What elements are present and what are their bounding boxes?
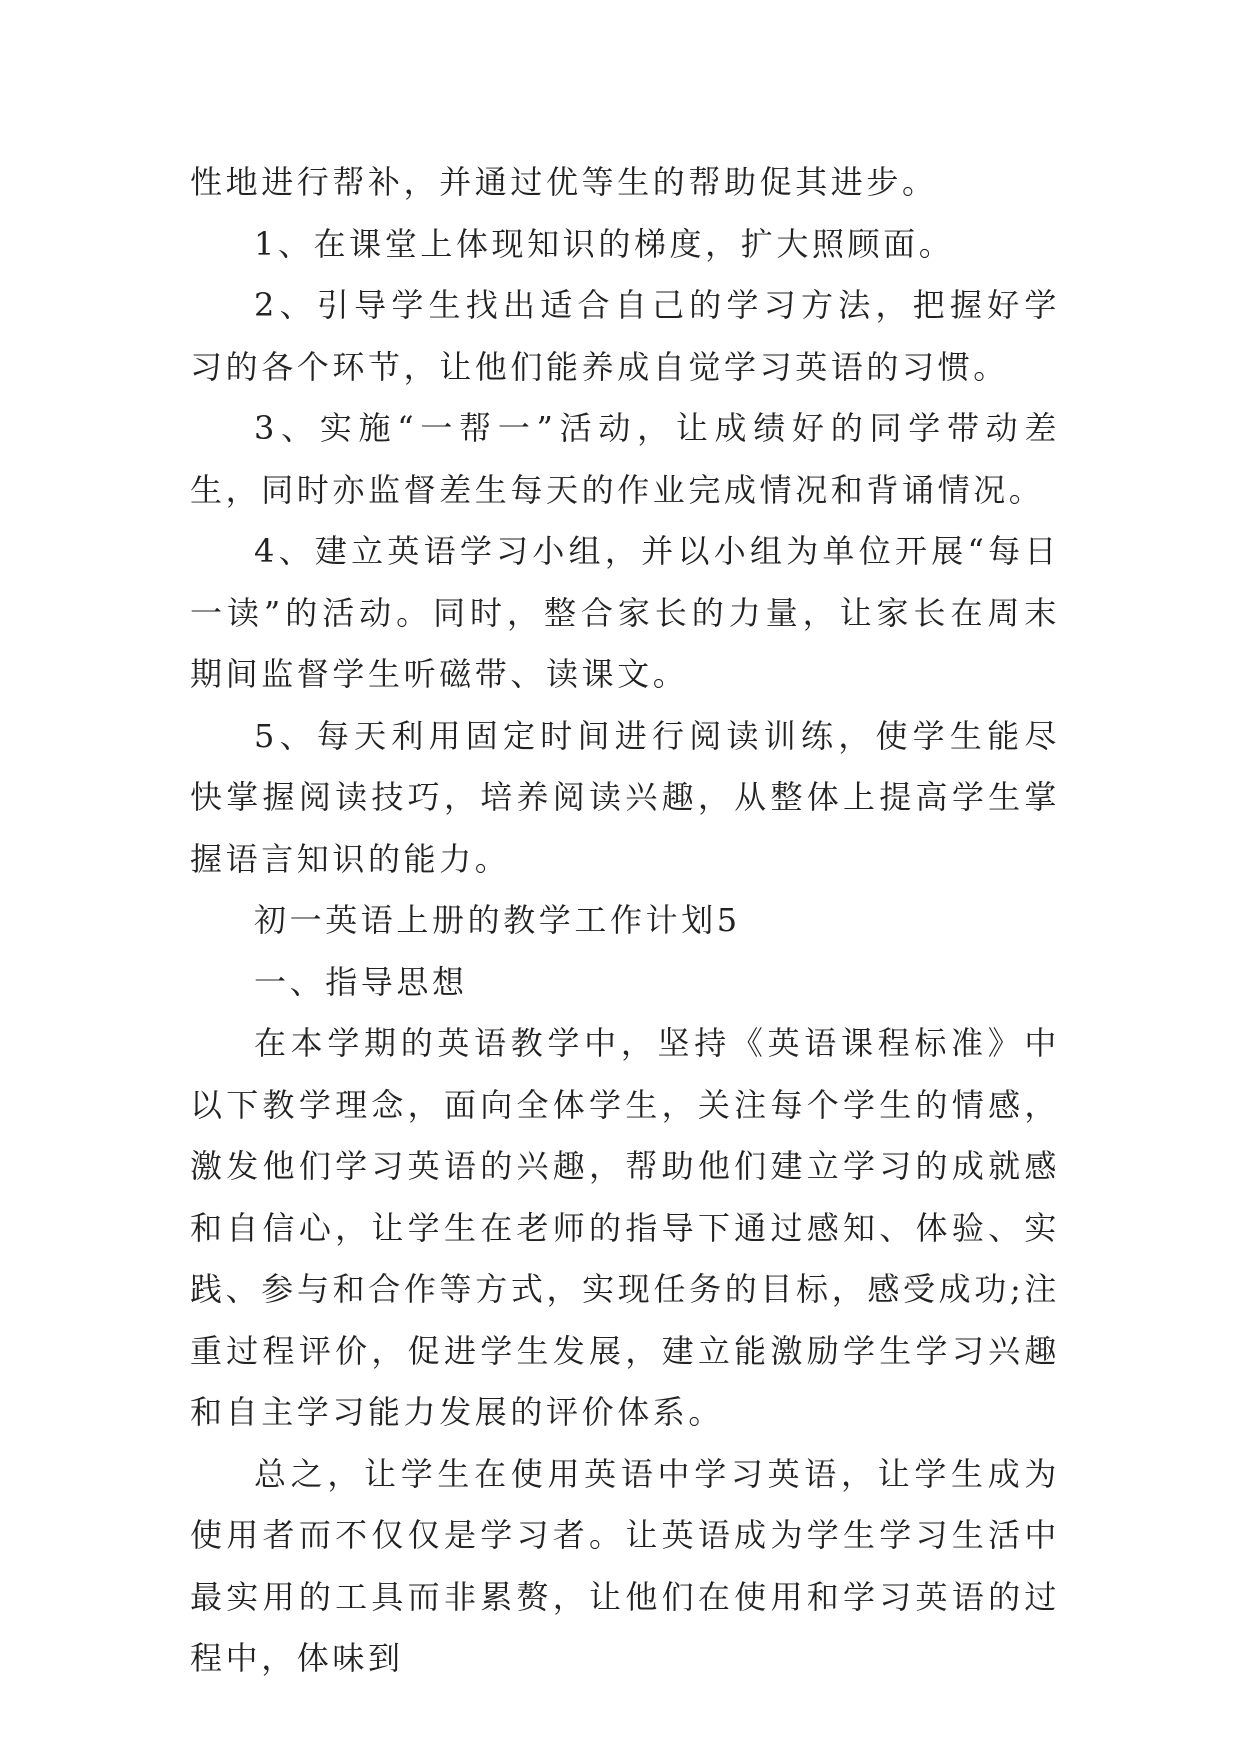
paragraph-item-4: 4、建立英语学习小组，并以小组为单位开展“每日一读”的活动。同时，整合家长的力量，让家长在周末期间监督学生听磁带、读课文。 [190, 532, 1060, 693]
section-heading-guiding-ideology: 一、指导思想 [254, 962, 468, 1001]
paragraph-continuation: 性地进行帮补，并通过优等生的帮助促其进步。 [190, 163, 938, 201]
paragraph-summary: 总之，让学生在使用英语中学习英语，让学生成为使用者而不仅仅是学习者。让英语成为学生学习生活中最实用的工具而非累赘，让他们在使用和学习英语的过程中，体味到 [190, 1454, 1060, 1677]
paragraph-item-1: 1、在课堂上体现知识的梯度，扩大照顾面。 [254, 224, 955, 263]
paragraph-item-5: 5、每天利用固定时间进行阅读训练，使学生能尽快掌握阅读技巧，培养阅读兴趣，从整体上提高学生掌握语言知识的能力。 [190, 716, 1060, 878]
paragraph-item-2: 2、引导学生找出适合自己的学习方法，把握好学习的各个环节，让他们能养成自觉学习英语的习惯。 [190, 286, 1060, 386]
paragraph-guiding-ideology: 在本学期的英语教学中，坚持《英语课程标准》中以下教学理念，面向全体学生，关注每个学生的情感，激发他们学习英语的兴趣，帮助他们建立学习的成就感和自信心，让学生在老师的指导下通过感知、体验、实践、参与和合作等方式，实现任务的目标，感受成功;注重过程评价，促进学生发展，建立能激励学生学习兴趣和自主学习能力发展的评价体系。 [190, 1024, 1060, 1431]
paragraph-item-3: 3、实施“一帮一”活动，让成绩好的同学带动差生，同时亦监督差生每天的作业完成情况和背诵情况。 [190, 409, 1060, 509]
document-body [190, 152, 1060, 1690]
section-title: 初一英语上册的教学工作计划5 [254, 901, 741, 939]
